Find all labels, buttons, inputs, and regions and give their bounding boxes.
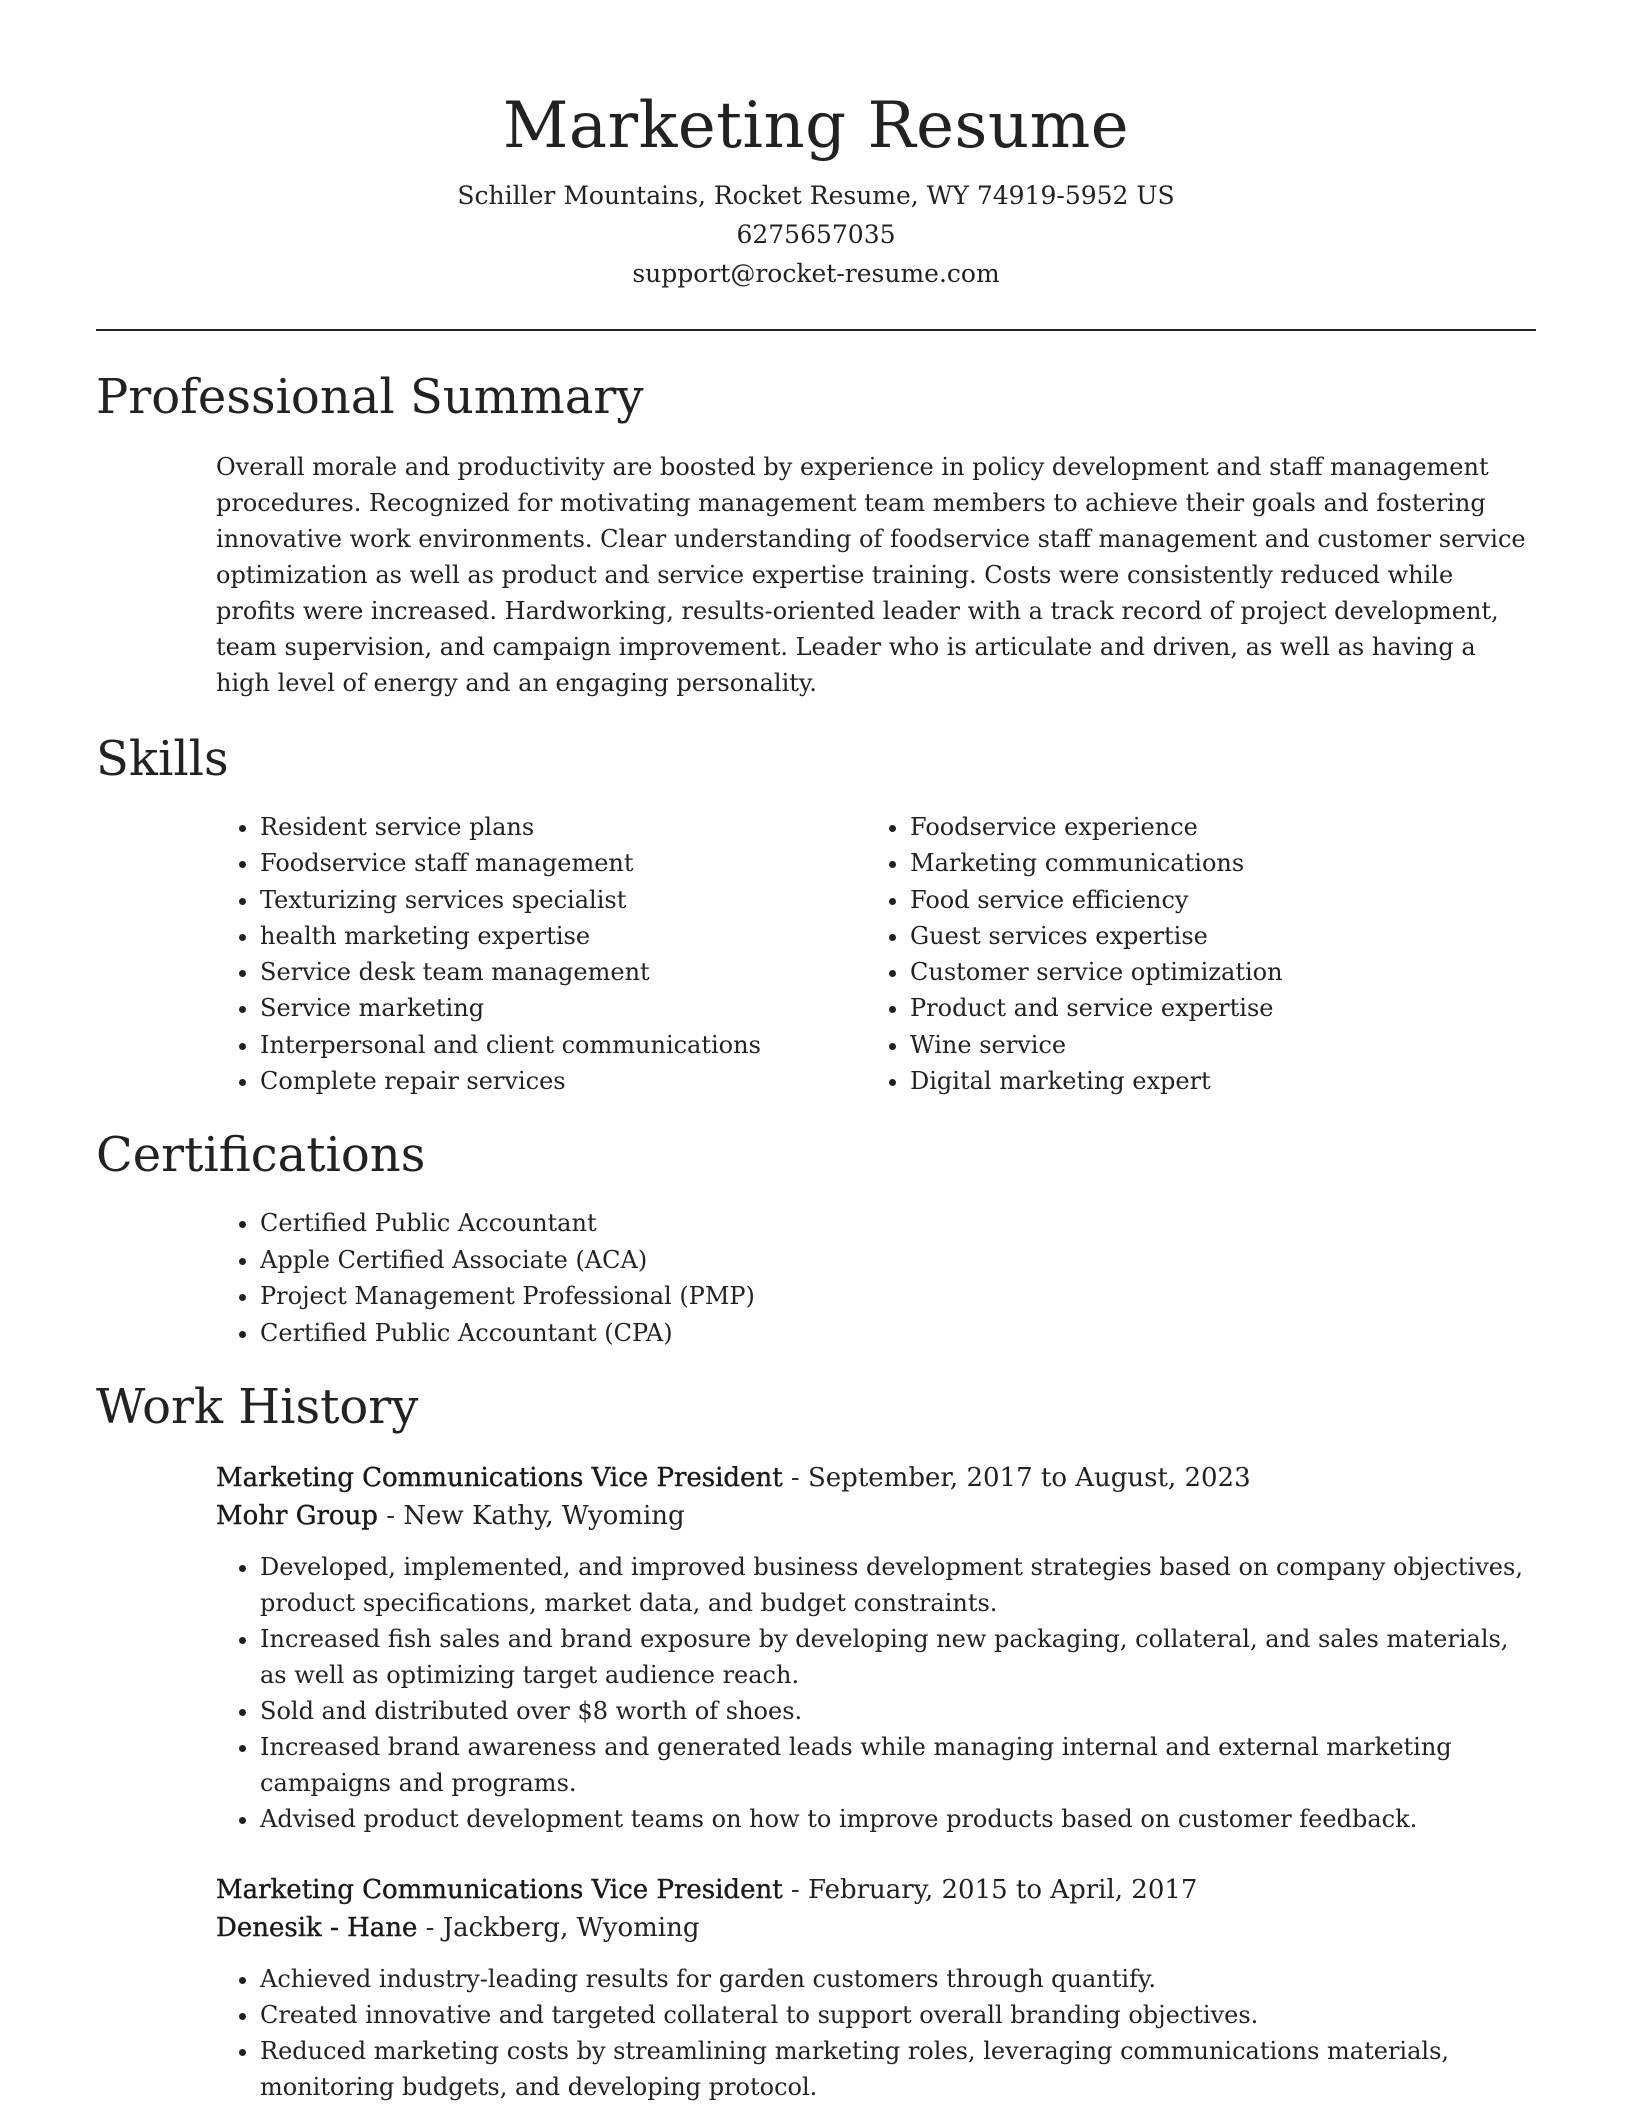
skill-item: • Complete repair services	[260, 1063, 866, 1099]
job-title: Marketing Communications Vice President	[216, 1463, 783, 1494]
job-bullets	[216, 1961, 1536, 2105]
job-company-line	[216, 1909, 1536, 1947]
job-separator: -	[417, 1913, 443, 1944]
job-company-line	[216, 1497, 1536, 1535]
job-bullet: • Increased fish sales and brand exposure by developing new packaging, collateral, and sales materials, as well as optimizing target audience reach.	[260, 1621, 1536, 1693]
job-bullet: • Sold and distributed over $8 worth of shoes.	[260, 1693, 1536, 1729]
skill-item: • Marketing communications	[910, 845, 1516, 881]
skill-item: • Interpersonal and client communications	[260, 1027, 866, 1063]
work-history-heading: Work History	[96, 1379, 419, 1436]
contact-email: support@rocket-resume.com	[632, 259, 1000, 288]
skill-item: • Resident service plans	[260, 809, 866, 845]
resume-header	[96, 0, 1536, 293]
job-title-line	[216, 1459, 1536, 1497]
job-bullet: • Increased brand awareness and generated leads while managing internal and external marketing campaigns and programs.	[260, 1729, 1536, 1801]
certification-item: • Project Management Professional (PMP)	[260, 1278, 1536, 1315]
job-bullet: • Achieved industry-leading results for garden customers through quantify.	[260, 1961, 1536, 1997]
job-bullet: • Developed, implemented, and improved business development strategies based on company objectives, product specifications, market data, and budget constraints.	[260, 1549, 1536, 1621]
job-bullets	[216, 1549, 1536, 1837]
summary-section	[96, 365, 1536, 701]
job-entry	[216, 1871, 1536, 2105]
certification-item: • Certified Public Accountant (CPA)	[260, 1315, 1536, 1352]
header-divider	[96, 329, 1536, 331]
job-entry	[216, 1459, 1536, 1837]
certifications-list	[216, 1205, 1536, 1351]
job-company: Denesik - Hane	[216, 1913, 418, 1944]
skill-item: • Foodservice staff management	[260, 845, 866, 881]
work-history-section	[96, 1375, 1536, 2105]
certifications-heading: Certifications	[96, 1127, 426, 1184]
job-location: Jackberg, Wyoming	[442, 1913, 700, 1944]
skills-columns	[216, 809, 1536, 1099]
skill-item: • Texturizing services specialist	[260, 882, 866, 918]
skill-item: • Food service efficiency	[910, 882, 1516, 918]
job-location: New Kathy, Wyoming	[403, 1501, 685, 1532]
resume-title: Marketing Resume	[502, 89, 1130, 163]
skill-item: • Product and service expertise	[910, 990, 1516, 1026]
job-bullet: • Advised product development teams on how to improve products based on customer feedback.	[260, 1801, 1536, 1837]
skills-list-right	[866, 809, 1516, 1099]
skills-section	[96, 727, 1536, 1099]
summary-text: Overall morale and productivity are boosted by experience in policy development and staff management procedures. Recognized for motivating management team members to achieve their goals and fostering innovative work environments. Clear understanding of foodservice staff management and customer service optimization as well as product and service expertise training. Costs were consistently reduced while profits were increased. Hardworking, results-oriented leader with a track record of project development, team supervision, and campaign improvement. Leader who is articulate and driven, as well as having a high level of energy and an engaging personality.	[216, 453, 1526, 697]
skill-item: • Service marketing	[260, 990, 866, 1026]
job-separator: -	[377, 1501, 404, 1532]
contact-block	[96, 176, 1536, 293]
summary-heading: Professional Summary	[96, 369, 644, 425]
job-bullet: • Created innovative and targeted collateral to support overall branding objectives.	[260, 1997, 1536, 2033]
certifications-section	[96, 1123, 1536, 1351]
job-title-line	[216, 1871, 1536, 1909]
skills-heading: Skills	[96, 731, 229, 787]
skills-list-left	[216, 809, 866, 1099]
job-bullet: • Reduced marketing costs by streamlining marketing roles, leveraging communications materials, monitoring budgets, and developing protocol.	[260, 2033, 1536, 2105]
contact-phone: 6275657035	[736, 220, 896, 249]
job-company: Mohr Group	[216, 1501, 378, 1532]
skill-item: • Wine service	[910, 1027, 1516, 1063]
skill-item: • Digital marketing expert	[910, 1063, 1516, 1099]
job-dates: September, 2017 to August, 2023	[807, 1463, 1251, 1494]
skill-item: • health marketing expertise	[260, 918, 866, 954]
certification-item: • Certified Public Accountant	[260, 1205, 1536, 1242]
job-title: Marketing Communications Vice President	[216, 1875, 783, 1906]
skill-item: • Service desk team management	[260, 954, 866, 990]
skill-item: • Guest services expertise	[910, 918, 1516, 954]
skill-item: • Customer service optimization	[910, 954, 1516, 990]
certification-item: • Apple Certified Associate (ACA)	[260, 1242, 1536, 1279]
skill-item: • Foodservice experience	[910, 809, 1516, 845]
contact-address: Schiller Mountains, Rocket Resume, WY 74919-5952 US	[457, 181, 1175, 210]
job-dates: February, 2015 to April, 2017	[807, 1875, 1198, 1906]
job-separator: -	[782, 1875, 808, 1906]
job-separator: -	[782, 1463, 808, 1494]
